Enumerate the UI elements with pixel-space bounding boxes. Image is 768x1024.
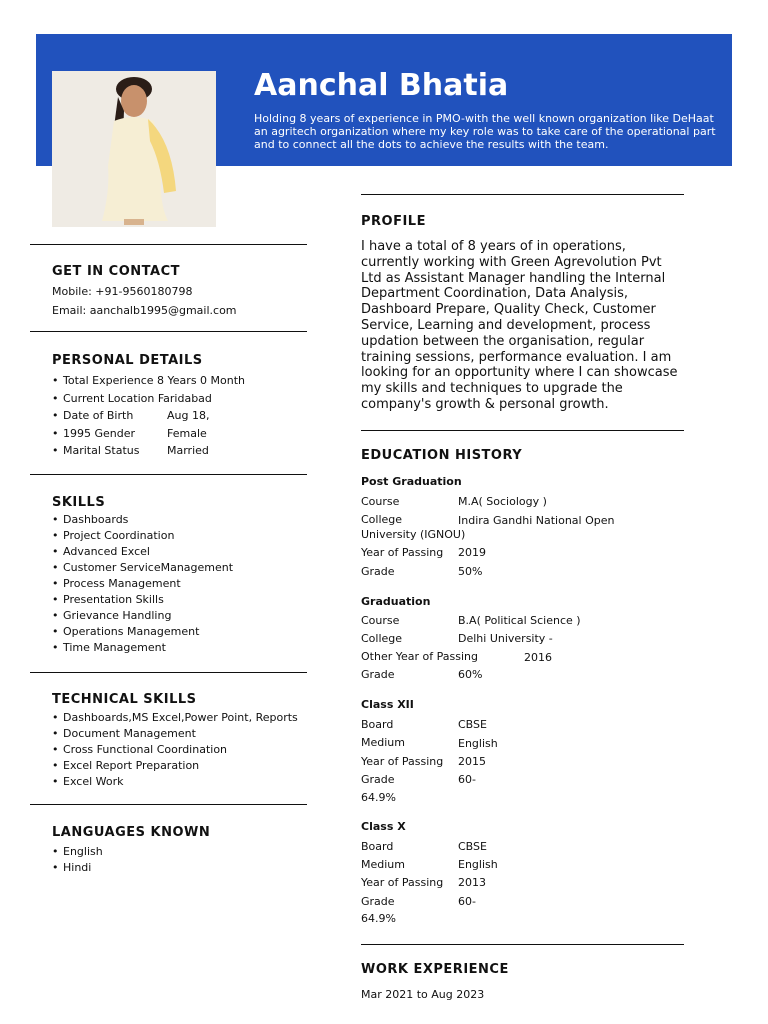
x-grade: 60- bbox=[458, 895, 476, 908]
grad-grade-label: Grade bbox=[361, 668, 395, 681]
grad-course: B.A( Political Science ) bbox=[458, 614, 581, 627]
grad-year-label: Other Year of Passing bbox=[361, 650, 478, 663]
header-summary: Holding 8 years of experience in PMO-with the well known organization like DeHaat an agritech organization where my key role was to take care of the operational part and to connect all the dots to achieve the results with the team. bbox=[254, 112, 716, 151]
list-item: • Hindi bbox=[52, 860, 103, 876]
xii-year: 2015 bbox=[458, 755, 486, 768]
xii-board-label: Board bbox=[361, 718, 394, 731]
divider bbox=[361, 194, 684, 195]
pg-year: 2019 bbox=[458, 546, 486, 559]
x-year: 2013 bbox=[458, 876, 486, 889]
work-heading: WORK EXPERIENCE bbox=[361, 962, 509, 977]
list-item: • 1995 Gender Female bbox=[52, 425, 245, 443]
contact-heading: GET IN CONTACT bbox=[52, 264, 180, 279]
work-period: Mar 2021 to Aug 2023 bbox=[361, 988, 485, 1001]
divider bbox=[30, 474, 307, 475]
list-item: • Time Management bbox=[52, 640, 233, 656]
pg-course-label: Course bbox=[361, 495, 400, 508]
education-heading: EDUCATION HISTORY bbox=[361, 448, 523, 463]
pg-college-label: College bbox=[361, 513, 403, 526]
list-item: • Grievance Handling bbox=[52, 608, 233, 624]
list-item: • Customer ServiceManagement bbox=[52, 560, 233, 576]
skills-list bbox=[52, 512, 233, 656]
x-medium-label: Medium bbox=[361, 858, 405, 871]
divider bbox=[361, 430, 684, 431]
technical-heading: TECHNICAL SKILLS bbox=[52, 692, 197, 707]
list-item: • English bbox=[52, 844, 103, 860]
technical-list bbox=[52, 710, 298, 790]
grad-college-label: College bbox=[361, 632, 403, 645]
list-item: • Excel Work bbox=[52, 774, 298, 790]
divider bbox=[30, 331, 307, 332]
grad-grade: 60% bbox=[458, 668, 483, 681]
list-item: • Project Coordination bbox=[52, 528, 233, 544]
list-item: • Operations Management bbox=[52, 624, 233, 640]
xii-medium-label: Medium bbox=[361, 736, 405, 749]
list-item: • Current Location Faridabad bbox=[52, 390, 245, 408]
x-board-label: Board bbox=[361, 840, 394, 853]
profile-text: I have a total of 8 years of in operations, currently working with Green Agrevolution Pvt Ltd as Assistant Manager handling the Internal Department Coordination, Data Analysis, Dashboard Prepare, Quality Check, Customer Service, Learning and development, process updation between the organisation, regular training sessions, performance evaluation. I am looking for an opportunity where I can showcase my skills and techniques to upgrade the company's growth & personal growth. bbox=[361, 239, 678, 412]
personal-heading: PERSONAL DETAILS bbox=[52, 353, 203, 368]
list-item: • Date of Birth Aug 18, bbox=[52, 407, 245, 425]
grad-title: Graduation bbox=[361, 595, 431, 608]
list-item: • Presentation Skills bbox=[52, 592, 233, 608]
grad-course-label: Course bbox=[361, 614, 400, 627]
list-item: • Advanced Excel bbox=[52, 544, 233, 560]
x-grade-cont: 64.9% bbox=[361, 912, 396, 925]
x-board: CBSE bbox=[458, 840, 487, 853]
list-item: • Excel Report Preparation bbox=[52, 758, 298, 774]
pg-college-cont: University (IGNOU) bbox=[361, 528, 466, 541]
xii-year-label: Year of Passing bbox=[361, 755, 444, 768]
personal-list bbox=[52, 372, 245, 460]
xii-grade-label: Grade bbox=[361, 773, 395, 786]
list-item: • Dashboards,MS Excel,Power Point, Reports bbox=[52, 710, 298, 726]
list-item: • Document Management bbox=[52, 726, 298, 742]
grad-year: 2016 bbox=[524, 651, 552, 664]
pg-grade-label: Grade bbox=[361, 565, 395, 578]
pg-course: M.A( Sociology ) bbox=[458, 495, 547, 508]
list-item: • Marital Status Married bbox=[52, 442, 245, 460]
list-item: • Process Management bbox=[52, 576, 233, 592]
xii-board: CBSE bbox=[458, 718, 487, 731]
languages-list bbox=[52, 844, 103, 876]
skills-heading: SKILLS bbox=[52, 495, 106, 510]
pg-year-label: Year of Passing bbox=[361, 546, 444, 559]
list-item: • Dashboards bbox=[52, 512, 233, 528]
pg-college: Indira Gandhi National Open bbox=[458, 514, 615, 527]
x-medium: English bbox=[458, 858, 498, 871]
x-grade-label: Grade bbox=[361, 895, 395, 908]
xii-grade-cont: 64.9% bbox=[361, 791, 396, 804]
xii-grade: 60- bbox=[458, 773, 476, 786]
contact-email: Email: aanchalb1995@gmail.com bbox=[52, 304, 237, 317]
x-year-label: Year of Passing bbox=[361, 876, 444, 889]
divider bbox=[30, 672, 307, 673]
contact-mobile: Mobile: +91-9560180798 bbox=[52, 285, 193, 298]
list-item: • Cross Functional Coordination bbox=[52, 742, 298, 758]
divider bbox=[30, 804, 307, 805]
profile-heading: PROFILE bbox=[361, 214, 426, 229]
pg-title: Post Graduation bbox=[361, 475, 462, 488]
profile-photo bbox=[52, 71, 216, 227]
grad-college: Delhi University - bbox=[458, 632, 553, 645]
xii-title: Class XII bbox=[361, 698, 414, 711]
divider bbox=[30, 244, 307, 245]
list-item: • Total Experience 8 Years 0 Month bbox=[52, 372, 245, 390]
pg-grade: 50% bbox=[458, 565, 483, 578]
candidate-name: Aanchal Bhatia bbox=[254, 68, 509, 103]
languages-heading: LANGUAGES KNOWN bbox=[52, 825, 211, 840]
divider bbox=[361, 944, 684, 945]
x-title: Class X bbox=[361, 820, 406, 833]
xii-medium: English bbox=[458, 737, 498, 750]
